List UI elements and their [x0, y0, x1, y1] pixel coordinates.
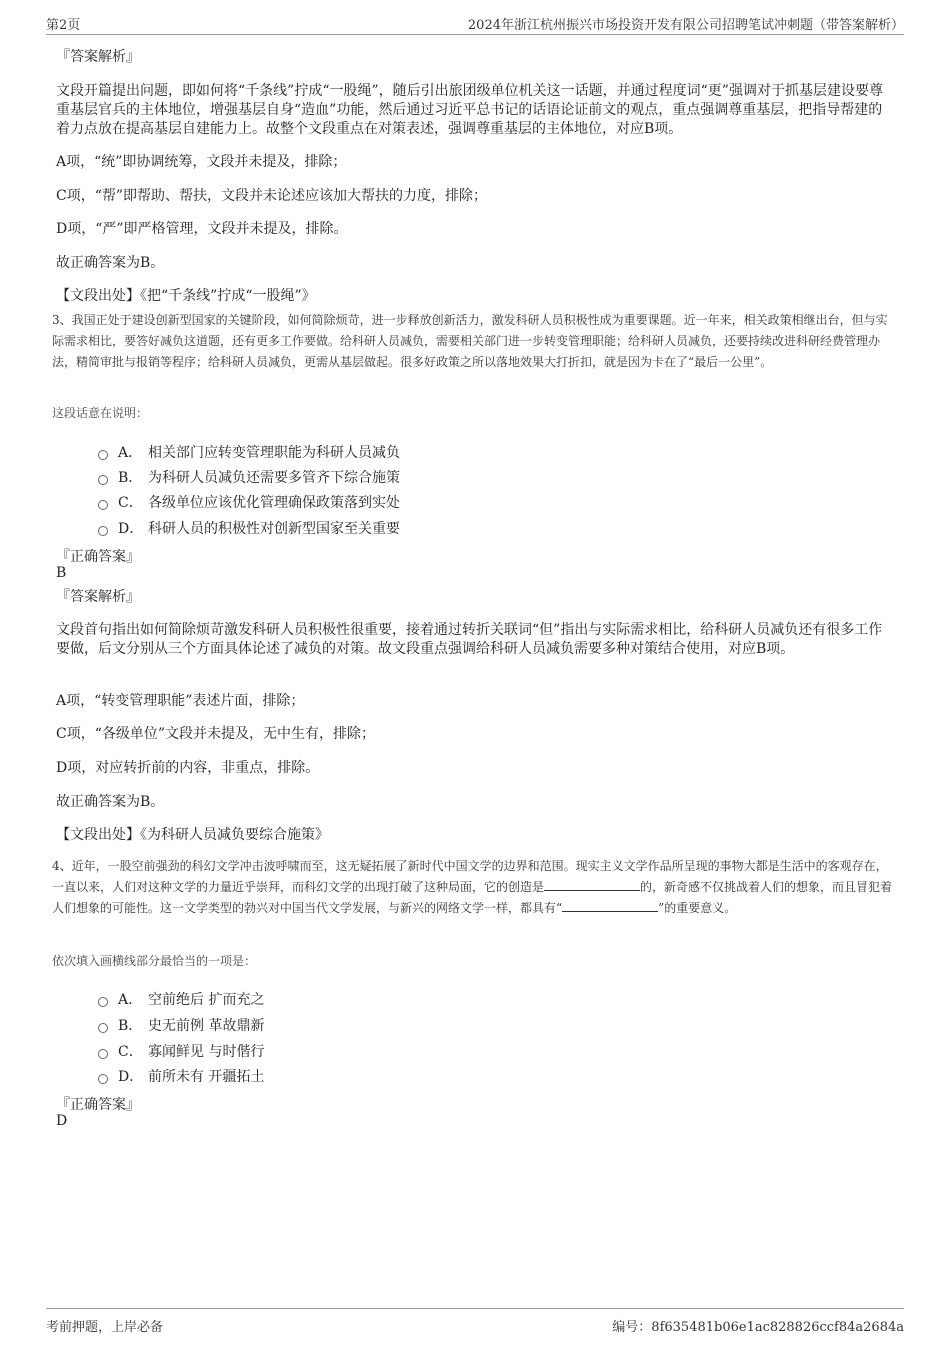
q4-option-b[interactable]: B． 史无前例 革故鼎新: [98, 1015, 264, 1035]
document-title: 2024年浙江杭州振兴市场投资开发有限公司招聘笔试冲刺题（带答案解析）: [467, 18, 904, 33]
radio-icon[interactable]: [98, 997, 108, 1007]
q4-option-a[interactable]: A． 空前绝后 扩而充之: [98, 989, 264, 1009]
q3-answer: B: [56, 565, 67, 581]
q4-option-c[interactable]: C． 寡闻鲜见 与时偕行: [98, 1041, 264, 1061]
radio-icon[interactable]: [98, 1074, 108, 1084]
q3-option-b[interactable]: B． 为科研人员减负还需要多管齐下综合施策: [98, 467, 400, 487]
q2-note-a: A项，“统”即协调统筹，文段并未提及，排除；: [56, 154, 347, 170]
q3-source: 【文段出处】《为科研人员减负要综合施策》: [56, 827, 329, 843]
q4-option-d[interactable]: D． 前所未有 开疆拓土: [98, 1066, 264, 1086]
radio-icon[interactable]: [98, 526, 108, 536]
radio-icon[interactable]: [98, 500, 108, 510]
q2-analysis: 文段开篇提出问题，即如何将“千条线”拧成“一股绳”，随后引出旅团级单位机关这一话题，并通过程度词“更”强调对于抓基层建设要尊重基层官兵的主体地位，增强基层自身“造血”功能，然后通过习近平总书记的话语论证前文的观点，重点强调尊重基层，把指导帮建的着力点放在提高基层自建能力上。故整个文段重点在对策表述，强调尊重基层的主体地位，对应B项。: [56, 83, 883, 137]
footer-slogan: 考前押题，上岸必备: [46, 1320, 164, 1335]
q3-note-a: A项，“转变管理职能”表述片面，排除；: [56, 693, 305, 709]
q4-prompt: 依次填入画横线部分最恰当的一项是：: [52, 954, 257, 968]
q3-option-c[interactable]: C． 各级单位应该优化管理确保政策落到实处: [98, 492, 400, 512]
q4-blank-1: [544, 878, 640, 891]
radio-icon[interactable]: [98, 450, 108, 460]
q3-conclusion: 故正确答案为B。: [56, 794, 165, 810]
q4-question-text: 4、近年，一股空前强劲的科幻文学冲击波呼啸而至，这无疑拓展了新时代中国文学的边界和范围。现实主义文学作品所呈现的事物大都是生活中的客观存在，一直以来，人们对这种文学的力量近乎崇拜，而科幻文学的出现打破了这种局面，它的创造是 的，新奇感不仅挑战着人们的想象，而且冒犯着人们想象的可能性。这一文学类型的勃兴对中国当代文学发展，与新兴的网络文学一样，都具有“ ”的重要意义。: [52, 859, 893, 915]
page-header: [46, 12, 904, 35]
q2-note-d: D项，“严”即严格管理，文段并未提及，排除。: [56, 221, 348, 237]
q3-analysis: 文段首句指出如何简除烦苛激发科研人员积极性很重要，接着通过转折关联词“但”指出与实际需求相比，给科研人员减负还有很多工作要做，后文分别从三个方面具体论述了减负的对策。故文段重点强调给科研人员减负需要多种对策结合使用，对应B项。: [56, 622, 883, 657]
q2-conclusion: 故正确答案为B。: [56, 255, 165, 271]
q3-note-c: C项，“各级单位”文段并未提及，无中生有，排除；: [56, 726, 376, 742]
radio-icon[interactable]: [98, 475, 108, 485]
q3-analysis-label: 『答案解析』: [56, 589, 140, 605]
footer-code: 编号：8f635481b06e1ac828826ccf84a2684a: [612, 1320, 904, 1335]
page-footer: [46, 1308, 904, 1339]
q2-note-c: C项，“帮”即帮助、帮扶，文段并未论述应该加大帮扶的力度，排除；: [56, 188, 488, 204]
q4-blank-2: [562, 899, 658, 912]
q2-analysis-label: 『答案解析』: [56, 49, 140, 65]
q3-question-text: 3、我国正处于建设创新型国家的关键阶段，如何简除烦苛，进一步释放创新活力，激发科研人员积极性成为重要课题。近一年来，相关政策相继出台，但与实际需求相比，要答好减负这道题，还有更多工作要做。给科研人员减负，需要相关部门进一步转变管理职能；给科研人员减负，还要持续改进科研经费管理办法，精简审批与报销等程序；给科研人员减负，更需从基层做起。很多好政策之所以落地效果大打折扣，就是因为卡在了“最后一公里”。: [52, 313, 888, 369]
q3-note-d: D项，对应转折前的内容，非重点，排除。: [56, 760, 320, 776]
q3-prompt: 这段话意在说明：: [52, 406, 149, 420]
q3-option-d[interactable]: D． 科研人员的积极性对创新型国家至关重要: [98, 518, 400, 538]
q2-source: 【文段出处】《把“千条线”拧成“一股绳”》: [56, 288, 316, 304]
q4-answer: D: [56, 1113, 68, 1129]
q4-answer-label: 『正确答案』: [56, 1097, 140, 1113]
radio-icon[interactable]: [98, 1023, 108, 1033]
radio-icon[interactable]: [98, 1049, 108, 1059]
q3-answer-label: 『正确答案』: [56, 549, 140, 565]
q3-option-a[interactable]: A． 相关部门应转变管理职能为科研人员减负: [98, 442, 400, 462]
page-number: 第2页: [46, 18, 81, 33]
